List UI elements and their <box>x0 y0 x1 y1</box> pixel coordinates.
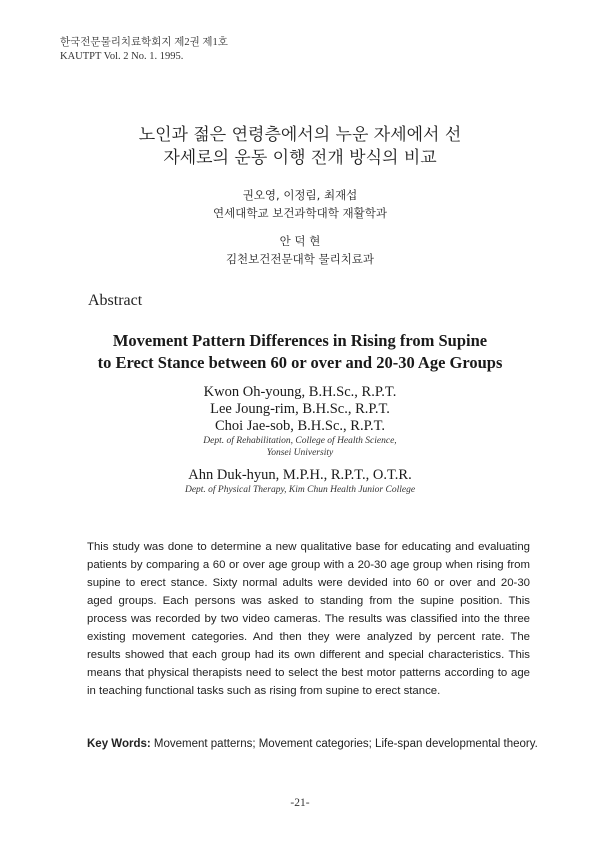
korean-affiliation-2: 김천보건전문대학 물리치료과 <box>225 252 375 266</box>
author-ahn: Ahn Duk-hyun, M.P.H., R.P.T., O.T.R. <box>188 467 412 483</box>
affiliation-yonsei-line-1: Dept. of Rehabilitation, College of Health Science, <box>203 436 397 446</box>
journal-header <box>60 36 228 64</box>
english-title-line-2: to Erect Stance between 60 or over and 20-30 Age Groups <box>97 353 503 372</box>
korean-authors-1: 권오영, 이정림, 최재섭 <box>242 188 358 202</box>
author-choi: Choi Jae-sob, B.H.Sc., R.P.T. <box>214 418 386 434</box>
keywords-label: Key Words: <box>87 738 151 750</box>
abstract-body: This study was done to determine a new qualitative base for educating and evaluating patients by comparing a 60 or over age group with a 20-30 age group when rising from supine to erect stance. Sixty normal adults were devided into 60 or over and 20-30 aged groups. Each persons was asked to standing from the supine position. This process was recorded by two video cameras. The results was classified into the three existing movement categories. And then they were analyzed by percent rate. The results showed that each group had its own different and special characteristics. This means that physical therapists need to select the best motor patterns according to age in teaching functional tasks such as rising from supine to erect stance. <box>87 541 530 697</box>
journal-name-korean: 한국전문물리치료학회지 제2권 제1호 <box>60 37 228 48</box>
affiliation-kimchun: Dept. of Physical Therapy, Kim Chun Health Junior College <box>184 485 416 495</box>
korean-affiliation-1: 연세대학교 보건과학대학 재활학과 <box>213 206 387 220</box>
korean-author-block <box>0 186 600 268</box>
korean-title-line-2: 자세로의 운동 이행 전개 방식의 비교 <box>163 148 437 168</box>
affiliation-yonsei-line-2: Yonsei University <box>266 448 334 458</box>
keywords-line <box>87 738 538 750</box>
korean-authors-2: 안 덕 현 <box>279 234 321 248</box>
english-title-line-1: Movement Pattern Differences in Rising from Supine <box>112 331 488 350</box>
english-title <box>0 330 600 374</box>
keywords-text: Movement patterns; Movement categories; Life-span developmental theory. <box>150 738 538 750</box>
korean-title <box>0 124 600 170</box>
english-author-block <box>0 384 600 496</box>
journal-volume-line: KAUTPT Vol. 2 No. 1. 1995. <box>60 51 184 62</box>
author-lee: Lee Joung-rim, B.H.Sc., R.P.T. <box>210 401 390 417</box>
author-kwon: Kwon Oh-young, B.H.Sc., R.P.T. <box>203 384 397 400</box>
page-number: -21- <box>290 797 310 809</box>
abstract-heading: Abstract <box>88 292 143 309</box>
korean-title-line-1: 노인과 젊은 연령층에서의 누운 자세에서 선 <box>138 125 462 145</box>
